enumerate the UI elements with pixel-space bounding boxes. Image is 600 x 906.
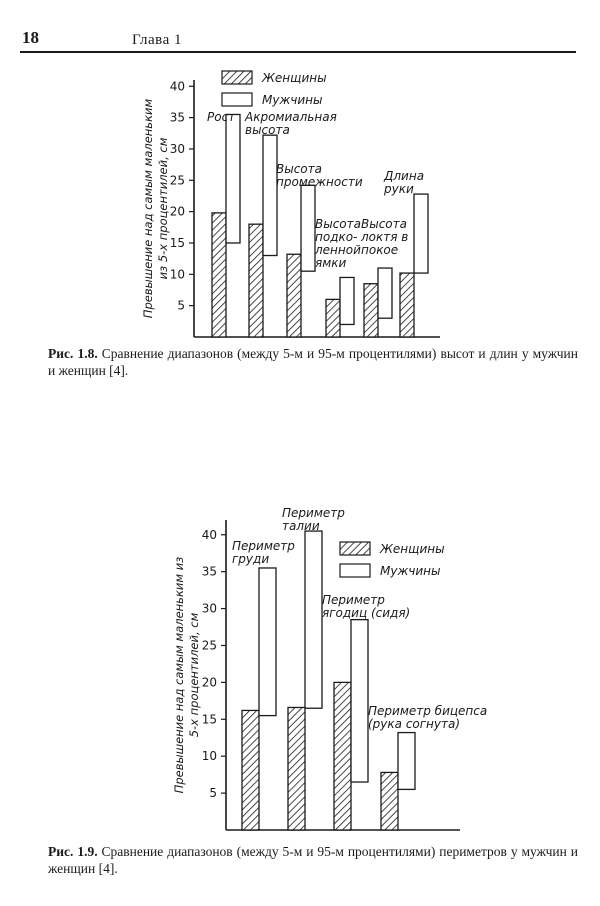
bar-men <box>340 277 354 324</box>
bar-women <box>288 707 305 830</box>
y-tick-label: 30 <box>169 141 185 156</box>
header-rule <box>20 51 576 53</box>
bar-men <box>226 114 240 243</box>
figure-1-8-chart <box>0 60 600 350</box>
chapter-title: Глава 1 <box>132 32 182 48</box>
category-label: (рука согнута) <box>368 717 461 731</box>
bar-women <box>334 682 351 830</box>
category-label: талии <box>282 519 320 533</box>
y-tick-label: 10 <box>201 749 217 764</box>
category-label: Высота <box>361 217 407 231</box>
bar-women <box>212 213 226 337</box>
page-header <box>0 0 600 60</box>
bar-women <box>400 273 414 337</box>
y-tick-label: 20 <box>201 675 217 690</box>
category-label: покое <box>361 243 399 257</box>
figure-1-8-caption <box>48 345 578 379</box>
category-label: ягодиц (сидя) <box>322 606 411 620</box>
y-tick-label: 40 <box>169 79 185 94</box>
bar-women <box>326 299 340 337</box>
category-label: подко- <box>315 230 358 244</box>
category-label: ленной <box>315 243 361 257</box>
y-tick-label: 25 <box>201 638 217 653</box>
legend-label-men: Мужчины <box>380 564 441 578</box>
bar-men <box>263 135 277 255</box>
category-label: Рост <box>207 110 236 124</box>
caption-text: Сравнение диапазонов (между 5-м и 95-м процентилями) высот и длин у мужчин и женщин [4]. <box>48 346 578 378</box>
bar-women <box>242 710 259 830</box>
category-label: Периметр бицепса <box>368 704 488 718</box>
caption-text: Сравнение диапазонов (между 5-м и 95-м процентилями) периметров у мужчин и женщин [4]. <box>48 844 578 876</box>
legend-swatch-men <box>222 93 252 106</box>
y-tick-label: 20 <box>169 204 185 219</box>
y-axis-label: из 5-х процентилей, см <box>156 137 170 280</box>
legend-swatch-women <box>340 542 370 555</box>
y-tick-label: 35 <box>201 564 217 579</box>
y-tick-label: 35 <box>169 110 185 125</box>
y-axis-label: Превышение над самым маленьким из <box>172 556 186 794</box>
bar-men <box>398 733 415 790</box>
y-axis-label: 5-х процентилей, см <box>187 612 201 738</box>
bar-men <box>259 568 276 716</box>
category-label: Периметр <box>232 539 295 553</box>
figure-1-9-chart <box>0 500 600 840</box>
legend-swatch-women <box>222 71 252 84</box>
category-label: Акромиальная <box>245 110 337 124</box>
category-label: груди <box>232 552 270 566</box>
y-tick-label: 30 <box>201 601 217 616</box>
y-tick-label: 40 <box>201 527 217 542</box>
legend-label-women: Женщины <box>380 542 445 556</box>
y-axis-label: Превышение над самым маленьким <box>141 98 155 319</box>
category-label: руки <box>384 182 414 196</box>
bar-women <box>287 254 301 337</box>
bar-women <box>364 284 378 337</box>
bar-men <box>414 194 428 273</box>
y-tick-label: 25 <box>169 173 185 188</box>
legend-label-men: Мужчины <box>262 93 323 107</box>
bar-women <box>381 772 398 830</box>
category-label: Периметр <box>282 506 345 520</box>
category-label: Высота <box>315 217 361 231</box>
category-label: локтя в <box>361 230 409 244</box>
caption-label: Рис. 1.8. <box>48 346 98 361</box>
category-label: Длина <box>384 169 425 183</box>
bar-women <box>249 224 263 337</box>
caption-label: Рис. 1.9. <box>48 844 98 859</box>
category-label: высота <box>245 123 290 137</box>
y-tick-label: 5 <box>177 298 185 313</box>
y-tick-label: 5 <box>209 786 217 801</box>
category-label: промежности <box>276 175 363 189</box>
category-label: Периметр <box>322 593 385 607</box>
legend-label-women: Женщины <box>262 71 327 85</box>
bar-men <box>301 185 315 271</box>
bar-men <box>378 268 392 318</box>
y-tick-label: 15 <box>201 712 217 727</box>
y-tick-label: 10 <box>169 267 185 282</box>
legend-swatch-men <box>340 564 370 577</box>
page-number: 18 <box>22 28 39 47</box>
y-tick-label: 15 <box>169 235 185 250</box>
category-label: Высота <box>276 162 322 176</box>
bar-men <box>351 620 368 782</box>
bar-men <box>305 531 322 708</box>
figure-1-9-caption <box>48 843 578 877</box>
category-label: ямки <box>315 256 347 270</box>
